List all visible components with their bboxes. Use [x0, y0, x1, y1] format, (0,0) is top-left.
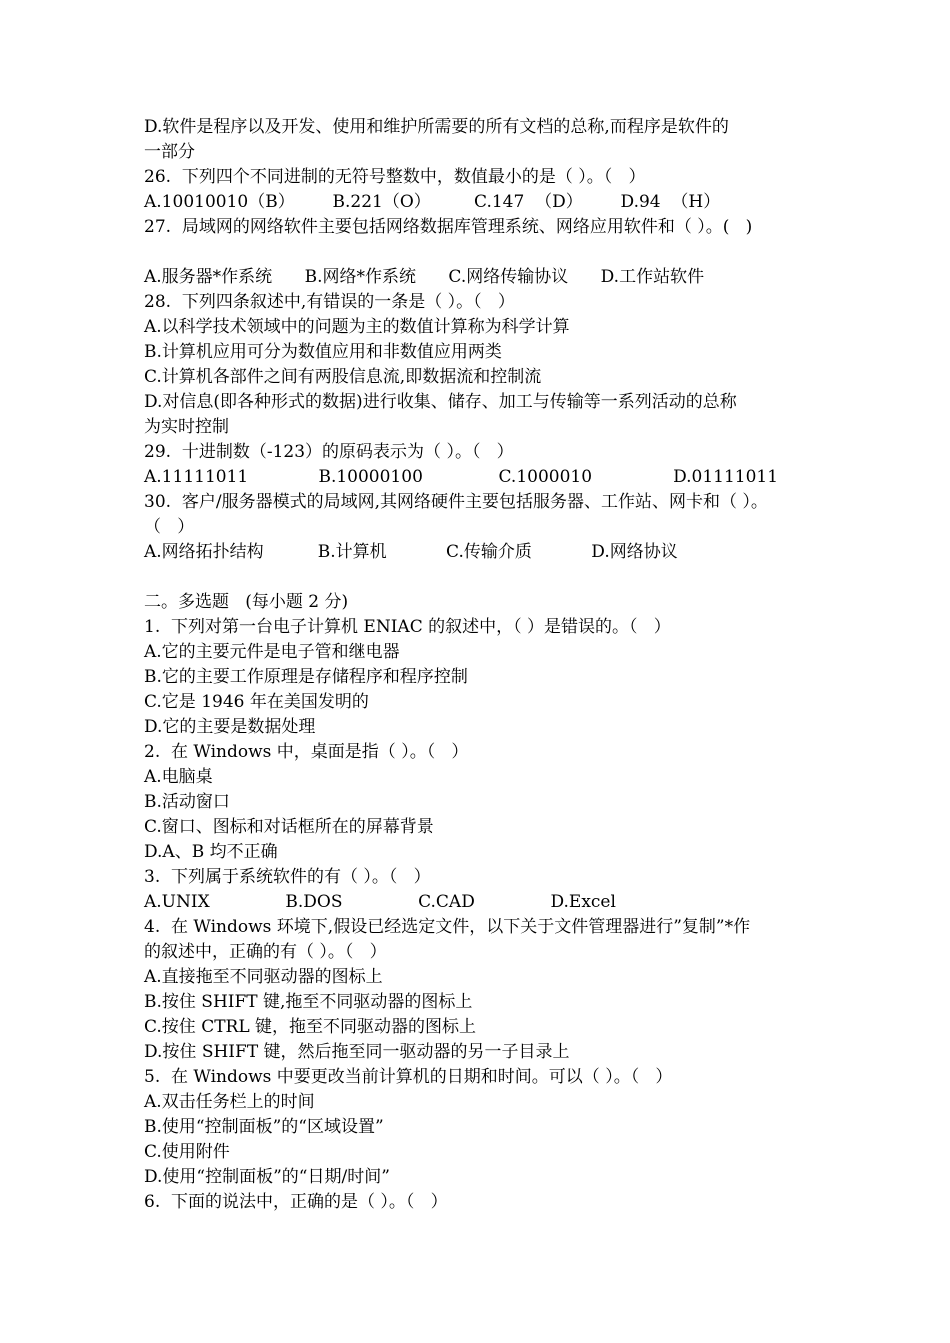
text-line: （ ） [144, 517, 195, 537]
text-line: A.UNIX B.DOS C.CAD D.Excel [144, 892, 616, 912]
text-line: 28. 下列四条叙述中,有错误的一条是（ ）。（ ） [144, 292, 515, 312]
text-line: B.计算机应用可分为数值应用和非数值应用两类 [144, 342, 502, 362]
text-line: 4. 在 Windows 环境下,假设已经选定文件，以下关于文件管理器进行”复制”*作 [144, 917, 751, 937]
text-line: C.使用附件 [144, 1142, 230, 1162]
text-line: A.10010010（B） B.221（O） C.147 （D） D.94 （H） [144, 192, 721, 212]
text-line: A.直接拖至不同驱动器的图标上 [144, 967, 383, 987]
text-line: D.它的主要是数据处理 [144, 717, 316, 737]
text-line: C.按住 CTRL 键，拖至不同驱动器的图标上 [144, 1017, 477, 1037]
text-line: A.11111011 B.10000100 C.1000010 D.01111011 [144, 467, 779, 487]
text-line: D.使用“控制面板”的“日期/时间” [144, 1167, 390, 1187]
text-line: 二。多选题 (每小题 2 分) [144, 592, 349, 612]
text-line: C.计算机各部件之间有两股信息流,即数据流和控制流 [144, 367, 542, 387]
text-line: C.窗口、图标和对话框所在的屏幕背景 [144, 817, 434, 837]
text-line: A.服务器*作系统 B.网络*作系统 C.网络传输协议 D.工作站软件 [144, 267, 705, 287]
text-line: 的叙述中，正确的有（ ）。（ ） [144, 942, 387, 962]
text-line: 一部分 [144, 142, 195, 162]
text-line: 为实时控制 [144, 417, 229, 437]
text-line: A.网络拓扑结构 B.计算机 C.传输介质 D.网络协议 [144, 542, 678, 562]
text-line: 30. 客户/服务器模式的局域网,其网络硬件主要包括服务器、工作站、网卡和（ ）。 [144, 492, 768, 512]
text-line: B.它的主要工作原理是存储程序和程序控制 [144, 667, 468, 687]
text-line: B.按住 SHIFT 键,拖至不同驱动器的图标上 [144, 992, 473, 1012]
text-line: D.按住 SHIFT 键，然后拖至同一驱动器的另一子目录上 [144, 1042, 570, 1062]
text-line: B.使用“控制面板”的“区域设置” [144, 1117, 384, 1137]
text-line: A.双击任务栏上的时间 [144, 1092, 315, 1112]
text-line: 3. 下列属于系统软件的有（ ）。（ ） [144, 867, 431, 887]
text-line: 26. 下列四个不同进制的无符号整数中，数值最小的是（ ）。（ ） [144, 167, 646, 187]
text-line: 27. 局域网的网络软件主要包括网络数据库管理系统、网络应用软件和（ ）。( ) [144, 217, 753, 237]
text-line: 29. 十进制数（-123）的原码表示为（ ）。（ ） [144, 442, 514, 462]
text-line: B.活动窗口 [144, 792, 230, 812]
text-line: D.A、B 均不正确 [144, 842, 278, 862]
text-line: 6. 下面的说法中，正确的是（ ）。（ ） [144, 1192, 448, 1212]
text-line: A.它的主要元件是电子管和继电器 [144, 642, 400, 662]
text-line: D.对信息(即各种形式的数据)进行收集、储存、加工与传输等一系列活动的总称 [144, 392, 737, 412]
text-line: 1. 下列对第一台电子计算机 ENIAC 的叙述中，（ ）是错误的。（ ） [144, 617, 671, 637]
text-line: 5. 在 Windows 中要更改当前计算机的日期和时间。可以（ ）。（ ） [144, 1067, 673, 1087]
text-line: A.电脑桌 [144, 767, 213, 787]
text-line: D.软件是程序以及开发、使用和维护所需要的所有文档的总称,而程序是软件的 [144, 117, 729, 137]
text-line: 2. 在 Windows 中，桌面是指（ ）。（ ） [144, 742, 469, 762]
text-line: C.它是 1946 年在美国发明的 [144, 692, 369, 712]
text-line: A.以科学技术领域中的问题为主的数值计算称为科学计算 [144, 317, 570, 337]
